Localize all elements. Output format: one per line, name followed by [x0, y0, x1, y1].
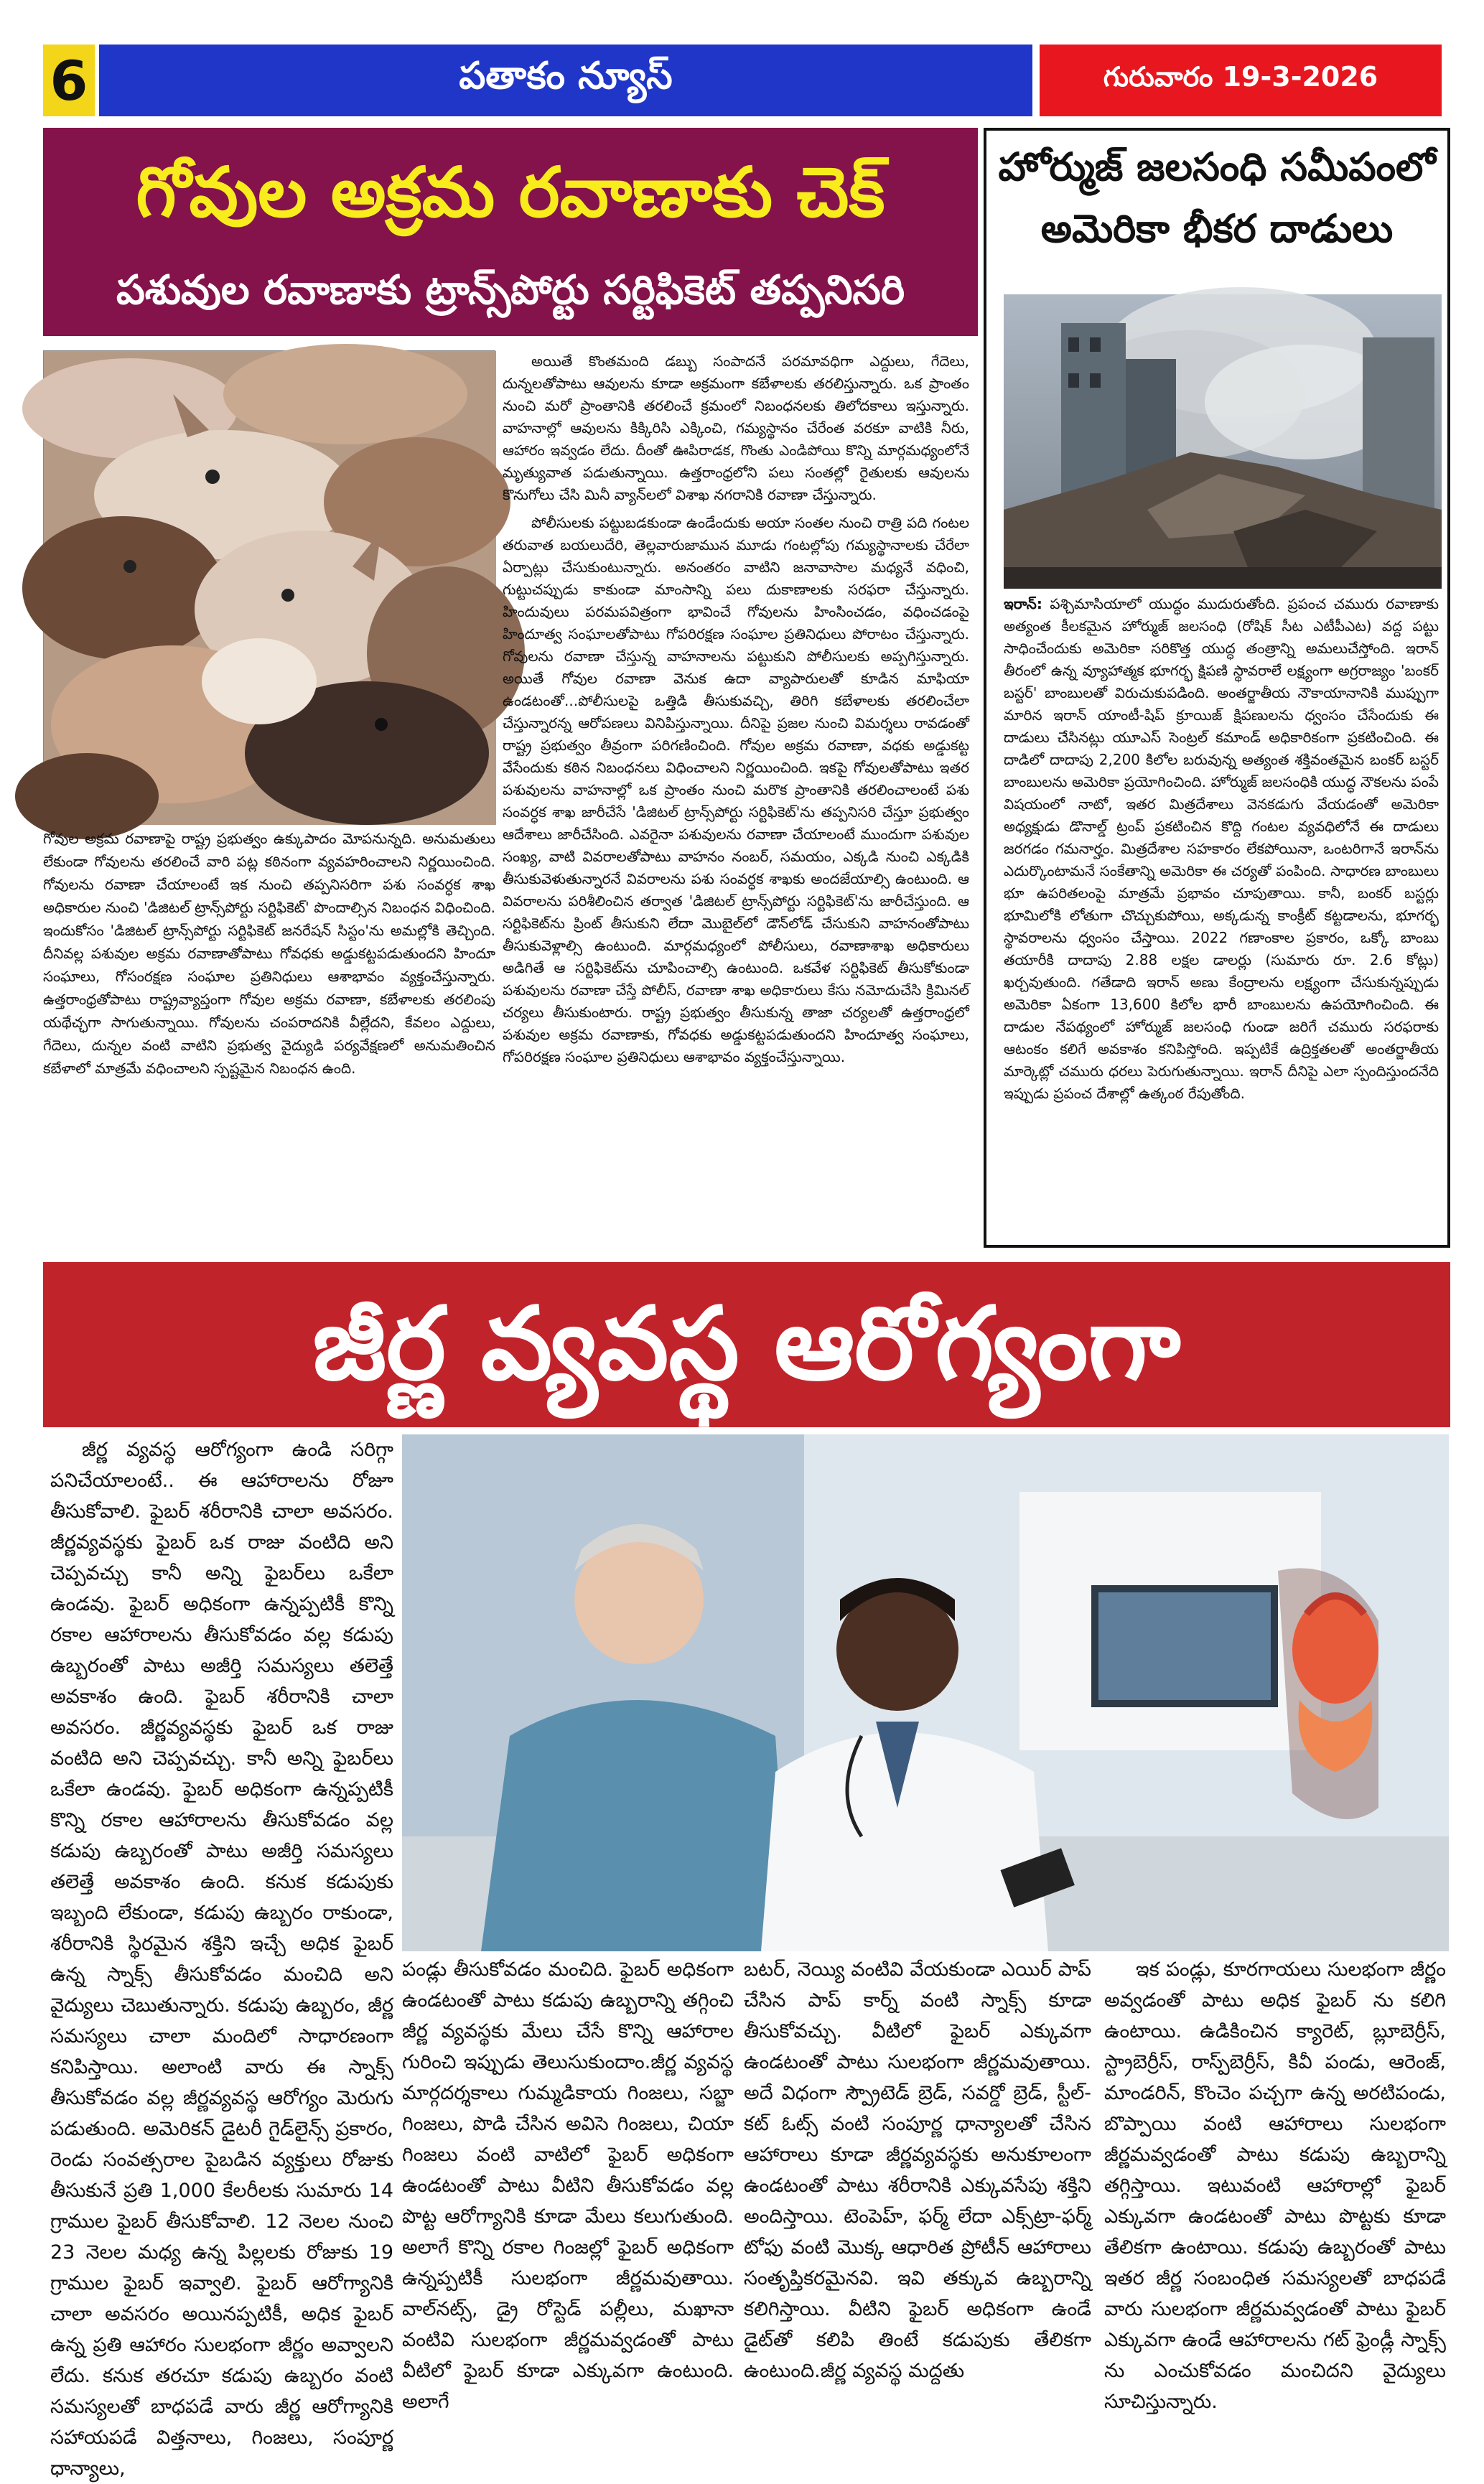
doctor-consultation-illustration — [402, 1434, 1449, 1951]
lead-story-paragraph: పోలీసులకు పట్టుబడకుండా ఉండేందుకు అయా సంతల నుంచి రాత్రి పది గంటల తరువాత బయలుదేరి, తెల్లవారుజామున మూడు గంటల్లోపు గమ్యస్థానాలకు చేరేలా ఏర్పాట్లు చేసుకుంటున్నారు. అనంతరం వాటిని జనావాసాల మధ్యనే వధించి, గుట్టుచప్పుడు కాకుండా మాంసాన్ని పలు దుకాణాలకు సరఫరా చేస్తున్నారు. హిందువులు పరమపవిత్రంగా భావించే గోవులను హింసించడం, వధించడంపై హిందూత్వ సంఘాలతోపాటు గోపరిరక్షణ సంఘాల ప్రతినిధులు పోరాటం చేస్తున్నారు. గోవులను రవాణా చేస్తున్న వాహనాలను పట్టుకుని పోలీసులకు అప్పగిస్తున్నారు. అయితే గోవుల రవాణా వెనుక ఉదా వ్యాపారులతో కూడిన మాఫియా ఉండటంతో...పోలీసులపై ఒత్తిడి తీసుకువచ్చి, తిరిగి కబేళాలకు తరలించేలా చేస్తున్నారన్న ఆరోపణలు వినిపిస్తున్నాయి. దీనిపై ప్రజల నుంచి విమర్శలు రావడంతో రాష్ట్ర ప్రభుత్వం తీవ్రంగా పరిగణించింది. గోవుల అక్రమ రవాణా, వధకు అడ్డుకట్ట వేసేందుకు కఠిన నిబంధనలు విధించాలని నిర్ణయించింది. ఇకపై గోవులతోపాటు ఇతర పశువులను వాహనాల్లో ఒక ప్రాంతం నుంచి మరొక ప్రాంతానికి తరలించాలంటే పశు సంవర్ధక శాఖ జారీచేసే 'డిజిటల్ ట్రాన్స్‌పోర్టు సర్టిఫికెట్'ను తప్పనిసరి చేస్తూ ప్రభుత్వం ఆదేశాలు జారీచేసింది. ఎవరైనా పశువులను రవాణా చేయాలంటే ముందుగా పశువుల సంఖ్య, వాటి వివరాలతోపాటు వాహనం నంబర్, సమయం, ఎక్కడి నుంచి ఎక్కడికి తీసుకువెళుతున్నారనే వివరాలను పశు సంవర్ధక శాఖకు అందజేయాల్సి ఉంటుంది. ఆ వివరాలను పరిశీలించిన తర్వాత 'డిజిటల్ ట్రాన్స్‌పోర్టు సర్టిఫికెట్'ను జారీచేస్తుంది. ఆ సర్టిఫికెట్‌ను ప్రింట్ తీసుకుని లేదా మొబైల్‌లో డౌన్‌లోడ్ చేసుకుని వాహనంతోపాటు తీసుకువెళ్లాల్సి ఉంటుంది. మార్గమధ్యంలో పోలీసులు, రవాణాశాఖ అధికారులు అడిగితే ఆ సర్టిఫికెట్‌ను చూపించాల్సి ఉంటుంది. ఒకవేళ సర్టిఫికెట్ తీసుకోకుండా పశువులను రవాణా చేస్తే పోలీస్, రవాణా శాఖ అధికారులు కేసు నమోదుచేసి క్రిమినల్ చర్యలు తీసుకుంటారు. రాష్ట్ర ప్రభుత్వం తీసుకున్న తాజా చర్యలతో ఉత్తరాంధ్రలో పశువుల అక్రమ రవాణాకు, గోవధకు అడ్డుకట్టపడుతుందని హిందూత్వ సంఘాలు, గోపరిరక్షణ సంఘాల ప్రతినిధులు ఆశాభావం వ్యక్తంచేస్తున్నాయి. — [503, 514, 969, 1065]
feature-column-4 — [1104, 1954, 1446, 2413]
feature-headline: జీర్ణ వ్యవస్థ ఆరోగ్యంగా — [312, 1286, 1181, 1403]
cattle-photo-caption: గోవుల అక్రమ రవాణాపై రాష్ట్ర ప్రభుత్వం ఉక్కుపాదం మోపనున్నది. అనుమతులు లేకుండా గోవులను తరలించే వారి పట్ల కఠినంగా వ్యవహరించాలని నిర్ణయించింది. గోవులను రవాణా చేయాలంటే ఇక నుంచి తప్పనిసరిగా పశు సంవర్ధక శాఖ అధికారుల నుంచి 'డిజిటల్ ట్రాన్స్‌పోర్టు సర్టిఫికెట్' పొందాల్సిన నిబంధన విధించింది. ఇందుకోసం 'డిజిటల్ ట్రాన్స్‌పోర్టు సర్టిఫికెట్ జనరేషన్ సిస్టం'ను అమల్లోకి తెచ్చింది. దీనివల్ల పశువుల అక్రమ రవాణాతోపాటు గోవధకు అడ్డుకట్టపడుతుందని హిందూ సంఘాలు, గోసంరక్షణ సంఘాల ప్రతినిధులు ఆశాభావం వ్యక్తంచేస్తున్నారు. ఉత్తరాంధ్రతోపాటు రాష్ట్రవ్యాప్తంగా గోవుల అక్రమ రవాణా, కబేళాలకు తరలింపు యథేచ్ఛగా సాగుతున్నాయి. గోవులను చంపరాదనికి వీల్లేదని, కేవలం ఎద్దులు, గేదెలు, దున్నల వంటి వాటిని ప్రభుత్వ వైద్యుడి పర్యవేక్షణలో అనుమతించిన కబేళాలో మాత్రమే వధించాలని స్పష్టమైన నిబంధన ఉంది. — [43, 830, 495, 1077]
feature-paragraph: జీర్ణ వ్యవస్థ ఆరోగ్యంగా ఉండి సరిగ్గా పనిచేయాలంటే.. ఈ ఆహారాలను రోజూ తీసుకోవాలి. ఫైబర్ శరీరానికి చాలా అవసరం. జీర్ణవ్యవస్థకు ఫైబర్ ఒక రాజు వంటిది అని చెప్పవచ్చు కానీ అన్ని ఫైబర్‌లు ఒకేలా ఉండవు. ఫైబర్ అధికంగా ఉన్నప్పటికీ కొన్ని రకాల ఆహారాలను తీసుకోవడం వల్ల కడుపు ఉబ్బరంతో పాటు అజీర్తి సమస్యలు తలెత్తే అవకాశం ఉంది. ఫైబర్ శరీరానికి చాలా అవసరం. జీర్ణవ్యవస్థకు ఫైబర్ ఒక రాజు వంటిది అని చెప్పవచ్చు. కానీ అన్ని ఫైబర్‌లు ఒకేలా ఉండవు. ఫైబర్ అధికంగా ఉన్నప్పటికీ కొన్ని రకాల ఆహారాలను తీసుకోవడం వల్ల కడుపు ఉబ్బరంతో పాటు అజీర్తి సమస్యలు తలెత్తే అవకాశం ఉంది. కనుక కడుపుకు ఇబ్బంది లేకుండా, కడుపు ఉబ్బరం రాకుండా, శరీరానికి స్థిరమైన శక్తిని ఇచ్చే అధిక ఫైబర్ ఉన్న స్నాక్స్ తీసుకోవడం మంచిది అని వైద్యులు చెబుతున్నారు. కడుపు ఉబ్బరం, జీర్ణ సమస్యలు చాలా మందిలో సాధారణంగా కనిపిస్తాయి. అలాంటి వారు ఈ స్నాక్స్ తీసుకోవడం వల్ల జీర్ణవ్యవస్థ ఆరోగ్యం మెరుగు పడుతుంది. అమెరికన్ డైటరీ గైడ్‌లైన్స్ ప్రకారం, రెండు సంవత్సరాల పైబడిన వ్యక్తులు రోజుకు తీసుకునే ప్రతి 1,000 కేలరీలకు సుమారు 14 గ్రాముల ఫైబర్ తీసుకోవాలి. 12 నెలల నుంచి 23 నెలల మధ్య ఉన్న పిల్లలకు రోజుకు 19 గ్రాముల ఫైబర్ ఇవ్వాలి. ఫైబర్ ఆరోగ్యానికి చాలా అవసరం అయినప్పటికీ, అధిక ఫైబర్ ఉన్న ప్రతి ఆహారం సులభంగా జీర్ణం అవ్వాలని లేదు. కనుక తరచూ కడుపు ఉబ్బరం వంటి సమస్యలతో బాధపడే వారు జీర్ణ ఆరోగ్యానికి సహాయపడే విత్తనాలు, గింజలు, సంపూర్ణ ధాన్యాలు, — [50, 1439, 393, 2480]
side-story-headline: హోర్ముజ్ జలసంధి సమీపంలో అమెరికా భీకర దాడులు — [998, 144, 1436, 251]
feature-paragraph: ఇక పండ్లు, కూరగాయలు సులభంగా జీర్ణం అవ్వడంతో పాటు అధిక ఫైబర్ ను కలిగి ఉంటాయి. ఉడికించిన క్యారెట్, బ్లూబెర్రీస్, స్ట్రాబెర్రీస్, రాస్ప్‌బెర్రీస్, కివీ పండు, ఆరెంజ్, మాండరిన్, కొంచెం పచ్చగా ఉన్న అరటిపండు, బొప్పాయి వంటి ఆహారాలు సులభంగా జీర్ణమవ్వడంతో పాటు కడుపు ఉబ్బరాన్ని తగ్గిస్తాయి. ఇటువంటి ఆహారాల్లో ఫైబర్ ఎక్కువగా ఉండటంతో పాటు పొట్టకు కూడా తేలికగా ఉంటాయి. కడుపు ఉబ్బరంతో పాటు ఇతర జీర్ణ సంబంధిత సమస్యలతో బాధపడే వారు సులభంగా జీర్ణమవ్వడంతో పాటు ఫైబర్ ఎక్కువగా ఉండే ఆహారాలను గట్ ఫ్రెండ్లీ స్నాక్స్ ను ఎంచుకోవడం మంచిదని వైద్యులు సూచిస్తున్నారు. — [1104, 1958, 1446, 2413]
cattle-photo — [43, 350, 495, 824]
side-story-paragraph — [1004, 593, 1439, 1105]
cattle-illustration — [44, 351, 496, 825]
feature-column-1 — [50, 1434, 393, 2480]
issue-date: గురువారం 19-3-2026 — [1040, 45, 1442, 116]
feature-column-3 — [744, 1954, 1091, 2382]
newspaper-name: పతాకం న్యూస్ — [99, 45, 1032, 116]
smoke-rubble-illustration — [1004, 294, 1442, 589]
lead-story-body — [503, 350, 969, 1065]
side-story-body — [1004, 593, 1439, 1239]
lead-story-headline: గోవుల అక్రమ రవాణాకు చెక్ — [136, 152, 885, 233]
lead-story-paragraph: అయితే కొంతమంది డబ్బు సంపాదనే పరమావధిగా ఎద్దులు, గేదెలు, దున్నలతోపాటు ఆవులను కూడా అక్రమంగా కబేళాలకు తరలిస్తున్నారు. ఒక ప్రాంతం నుంచి మరో ప్రాంతానికి తరలించే క్రమంలో నిబంధనలకు తిలోదకాలు ఇస్తున్నారు. వాహనాల్లో ఆవులను కిక్కిరిసి ఎక్కించి, గమ్యస్థానం చేరేంత వరకూ వాటికి నీరు, ఆహారం ఇవ్వడం లేదు. దీంతో ఊపిరాడక, గొంతు ఎండిపోయి కొన్ని మార్గమధ్యంలోనే మృత్యువాత పడుతున్నాయి. ఉత్తరాంధ్రలోని పలు సంతల్లో రైతులకు ఆవులను కొనుగోలు చేసి మినీ వ్యాన్‌లలో విశాఖ నగరానికి రవాణా చేస్తున్నారు. — [503, 352, 969, 503]
feature-column-2 — [402, 1954, 734, 2413]
cattle-photo-caption-box — [43, 827, 495, 1077]
lead-story-subheadline: పశువుల రవాణాకు ట్రాన్స్‌పోర్టు సర్టిఫికెట్ తప్పనిసరి — [116, 267, 905, 314]
side-story-text: పశ్చిమాసియాలో యుద్ధం ముదురుతోంది. ప్రపంచ చమురు రవాణాకు అత్యంత కీలకమైన హోర్ముజ్ జలసంధి (రోషిక్ సీట ఎటీపీఎట) వద్ద పట్టు సాధించేందుకు అమెరికా సరికొత్త యుద్ధ తంత్రాన్ని అమలుచేస్తోంది. ఇరాన్ తీరంలో ఉన్న వ్యూహాత్మక భూగర్భ క్షిపణి స్థావరాలే లక్ష్యంగా అగ్రరాజ్యం 'బంకర్ బస్టర్' బాంబులతో విరుచుకుపడింది. అంతర్జాతీయ నౌకాయానానికి ముప్పుగా మారిన ఇరాన్ యాంటీ-షిప్ క్రూయిజ్ క్షిపణులను ధ్వంసం చేసేందుకు ఈ దాడులు చేసినట్లు యూఎస్ సెంట్రల్ కమాండ్ అధికారికంగా ప్రకటించింది. ఈ దాడిలో దాదాపు 2,200 కిలోల బరువున్న అత్యంత శక్తివంతమైన బంకర్ బస్టర్ బాంబులను అమెరికా ప్రయోగించింది. హోర్ముజ్ జలసంధికి యుద్ధ నౌకలను పంపే విషయంలో నాటో, ఇతర మిత్రదేశాలు వెనకడుగు వేయడంతో అమెరికా అధ్యక్షుడు డొనాల్డ్ ట్రంప్ ప్రకటించిన కొద్ది గంటల వ్యవధిలోనే ఈ దాడులు జరగడం గమనార్హం. మిత్రదేశాల సహకారం లేకపోయినా, ఒంటరిగానే ఇరాన్‌ను ఎదుర్కొంటామనే సంకేతాన్ని అమెరికా ఈ చర్యతో పంపింది. సాధారణ బాంబులు భూ ఉపరితలంపై మాత్రమే ప్రభావం చూపుతాయి. కానీ, బంకర్ బస్టర్లు భూమిలోకి లోతుగా చొచ్చుకుపోయి, అక్కడున్న కాంక్రీట్ కట్టడాలను, భూగర్భ స్థావరాలను ధ్వంసం చేస్తాయి. 2022 గణాంకాల ప్రకారం, ఒక్కో బాంబు తయారీకి దాదాపు 2.88 లక్షల డాలర్లు (సుమారు రూ. 2.6 కోట్లు) ఖర్చవుతుంది. గతేడాది ఇరాన్ అణు కేంద్రాలను లక్ష్యంగా చేసుకున్నప్పుడు అమెరికా ఏకంగా 13,600 కిలోల భారీ బాంబులను ఉపయోగించింది. ఈ దాడుల నేపథ్యంలో హోర్ముజ్ జలసంధి గుండా జరిగే చమురు సరఫరాకు ఆటంకం కలిగే అవకాశం కనిపిస్తోంది. ఇప్పటికే ఉద్రిక్తతలతో అంతర్జాతీయ మార్కెట్లో చమురు ధరలు పెరుగుతున్నాయి. ఇరాన్ దీనిపై ఎలా స్పందిస్తుందనేది ఇప్పుడు ప్రపంచ దేశాల్లో ఉత్కంఠ రేపుతోంది. — [1004, 595, 1439, 1102]
strike-aftermath-photo — [1004, 294, 1442, 589]
feature-paragraph: బటర్, నెయ్యి వంటివి వేయకుండా ఎయిర్ పాప్ చేసిన పాప్ కార్న్ వంటి స్నాక్స్ కూడా తీసుకోవచ్చు. వీటిలో ఫైబర్ ఎక్కువగా ఉండటంతో పాటు సులభంగా జీర్ణమవుతాయి. అదే విధంగా స్ప్రౌటెడ్ బ్రెడ్, సవర్డో బ్రెడ్, స్టీల్-కట్ ఓట్స్ వంటి సంపూర్ణ ధాన్యాలతో చేసిన ఆహారాలు కూడా జీర్ణవ్యవస్థకు అనుకూలంగా ఉండటంతో పాటు శరీరానికి ఎక్కువసేపు శక్తిని అందిస్తాయి. టెంపెహ్, ఫర్మ్ లేదా ఎక్స్‌ట్రా-ఫర్మ్ టోఫు వంటి మొక్క ఆధారిత ప్రోటీన్ ఆహారాలు సంతృప్తికరమైనవి. ఇవి తక్కువ ఉబ్బరాన్ని కలిగిస్తాయి. వీటిని ఫైబర్ అధికంగా ఉండే డైట్‌తో కలిపి తింటే కడుపుకు తేలికగా ఉంటుంది.జీర్ణ వ్యవస్థ మద్దతు — [744, 1958, 1091, 2382]
doctor-patient-photo — [402, 1434, 1449, 1951]
feature-paragraph: పండ్లు తీసుకోవడం మంచిది. ఫైబర్ అధికంగా ఉండటంతో పాటు కడుపు ఉబ్బరాన్ని తగ్గించి జీర్ణ వ్యవస్థకు మేలు చేసే కొన్ని ఆహారాల గురించి ఇప్పుడు తెలుసుకుందాం.జీర్ణ వ్యవస్థ మార్గదర్శకాలు గుమ్మడికాయ గింజలు, సబ్జా గింజలు, పొడి చేసిన అవిసె గింజలు, చియా గింజలు వంటి వాటిలో ఫైబర్ అధికంగా ఉండటంతో పాటు వీటిని తీసుకోవడం వల్ల పొట్ట ఆరోగ్యానికి కూడా మేలు కలుగుతుంది. అలాగే కొన్ని రకాల గింజల్లో ఫైబర్ అధికంగా ఉన్నప్పటికీ సులభంగా జీర్ణమవుతాయి. వాల్‌నట్స్, డ్రై రోస్టెడ్ పల్లీలు, మఖానా వంటివి సులభంగా జీర్ణమవ్వడంతో పాటు వీటిలో ఫైబర్ కూడా ఎక్కువగా ఉంటుంది. అలాగే — [402, 1958, 734, 2413]
side-story-dateline: ఇరాన్: — [1004, 595, 1042, 612]
page-number: 6 — [43, 45, 95, 116]
